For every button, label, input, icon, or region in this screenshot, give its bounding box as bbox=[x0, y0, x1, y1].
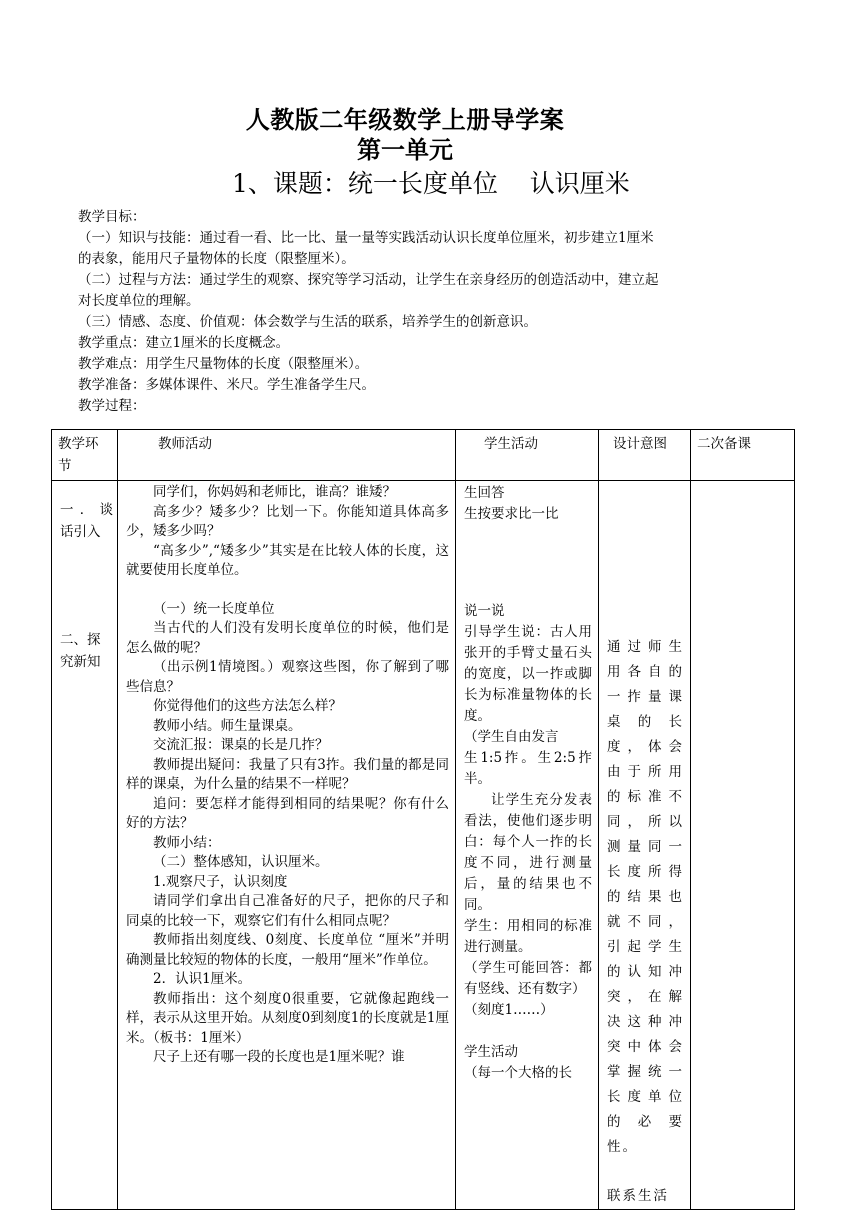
teacher-paragraph: 追问：要怎样才能得到相同的结果呢？你有什么好的方法？ bbox=[126, 795, 449, 831]
stage-intro: 一．谈话引入 bbox=[60, 502, 113, 540]
table-header-row bbox=[52, 430, 795, 481]
header-backup: 二次备课 bbox=[691, 430, 795, 481]
unit-title: 第一单元 bbox=[357, 135, 453, 164]
student-paragraph: 引导学生说：古人用张开的手臂丈量石头的宽度，以一拃或脚长为标准量物体的长度。 bbox=[464, 624, 592, 724]
stage-cell bbox=[52, 481, 118, 1210]
student-paragraph: 让学生充分发表看法，使他们逐步明白：每个人一拃的长度不同，进行测量后，量的结果也不同。 bbox=[464, 792, 592, 913]
teacher-paragraph: （二）整体感知，认识厘米。 bbox=[153, 854, 329, 870]
teacher-paragraph: 请同学们拿出自己准备好的尺子，把你的尺子和同桌的比较一下，观察它们有什么相同点呢？ bbox=[126, 893, 449, 929]
design-intent-cell bbox=[599, 481, 691, 1210]
objective-line: （三）情感、态度、价值观：体会数学与生活的联系，培养学生的创新意识。 bbox=[78, 314, 537, 330]
teacher-paragraph: 教师指出：这个刻度0很重要，它就像起跑线一样，表示从这里开始。从刻度0到刻度1的长度就是1厘米。（板书：1厘米） bbox=[126, 990, 449, 1046]
student-activity-cell bbox=[456, 481, 599, 1210]
student-paragraph: （学生自由发言 bbox=[464, 729, 559, 745]
objective-line: （一）知识与技能：通过看一看、比一比、量一量等实践活动认识长度单位厘米，初步建立1厘米 bbox=[78, 230, 654, 246]
teacher-paragraph: 教师小结： bbox=[153, 834, 221, 851]
student-paragraph: （学生可能回答：都有竖线、还有数字） bbox=[464, 960, 592, 997]
teacher-paragraph: （一）统一长度单位 bbox=[153, 600, 275, 617]
teacher-activity-cell bbox=[118, 481, 456, 1210]
teacher-paragraph: 尺子上还有哪一段的长度也是1厘米呢？谁 bbox=[153, 1049, 405, 1065]
process-heading: 教学过程： bbox=[78, 398, 146, 414]
student-paragraph: （每一个大格的长 bbox=[464, 1065, 572, 1081]
objective-line: 对长度单位的理解。 bbox=[78, 293, 200, 309]
teacher-paragraph: （出示例1情境图。）观察这些图，你了解到了哪些信息？ bbox=[126, 659, 449, 695]
student-paragraph: 生按要求比一比 bbox=[464, 506, 559, 522]
student-paragraph: 生1:5拃。生2:5拃半。 bbox=[464, 750, 592, 787]
header-student: 学生活动 bbox=[456, 430, 599, 481]
header-design: 设计意图 bbox=[599, 430, 691, 481]
student-paragraph: 学生：用相同的标准进行测量。 bbox=[464, 918, 592, 955]
table-row bbox=[52, 481, 795, 1210]
key-point: 教学重点：建立1厘米的长度概念。 bbox=[78, 335, 290, 351]
objective-line: 的表象，能用尺子量物体的长度（限整厘米）。 bbox=[78, 251, 355, 267]
teacher-paragraph: 教师小结。师生量课桌。 bbox=[153, 717, 302, 734]
teacher-paragraph: “高多少”,“矮多少”其实是在比较人体的长度，这就要使用长度单位。 bbox=[126, 542, 449, 578]
teacher-paragraph: 教师指出刻度线、0刻度、长度单位 “厘米”并明确测量比较短的物体的长度，一般用“厘米”作单位。 bbox=[126, 932, 449, 968]
teacher-paragraph: 1.观察尺子，认识刻度 bbox=[153, 873, 288, 890]
stage-explore: 二、探究新知 bbox=[60, 632, 101, 670]
teacher-paragraph: 教师提出疑问：我量了只有3拃。我们量的都是同样的课桌，为什么量的结果不一样呢？ bbox=[126, 756, 449, 792]
objectives-heading: 教学目标： bbox=[78, 209, 146, 225]
design-paragraph: 通过师生用各自的一拃量课桌的长度，体会由于所用的标准不同，所以测量同一长度所得的结果也就不同，引起学生的认知冲突，在解决这种冲突中体会掌握统一长度单位的必要性。 bbox=[607, 639, 684, 1155]
student-paragraph: 学生活动 bbox=[464, 1044, 518, 1060]
design-paragraph: 联系生活 bbox=[607, 1188, 669, 1204]
difficult-point: 教学难点：用学生尺量物体的长度（限整厘米）。 bbox=[78, 356, 369, 372]
teacher-paragraph: 高多少？矮多少？比划一下。你能知道具体高多少，矮多少吗？ bbox=[126, 503, 449, 539]
lesson-plan-table bbox=[51, 429, 795, 1210]
teacher-paragraph: 同学们，你妈妈和老师比，谁高？谁矮？ bbox=[153, 484, 396, 500]
teacher-paragraph: 2．认识1厘米。 bbox=[153, 971, 252, 987]
teacher-paragraph: 你觉得他们的这些方法怎么样？ bbox=[153, 698, 342, 714]
student-paragraph: （刻度1……） bbox=[464, 1002, 554, 1018]
teacher-paragraph: 交流汇报：课桌的长是几拃？ bbox=[153, 737, 329, 753]
objective-line: （二）过程与方法：通过学生的观察、探究等学习活动，让学生在亲身经历的创造活动中，建立起 bbox=[78, 272, 659, 288]
header-teacher: 教师活动 bbox=[118, 430, 456, 481]
backup-cell bbox=[691, 481, 795, 1210]
header-stage: 教学环节 bbox=[52, 430, 118, 481]
student-paragraph: 生回答 bbox=[464, 485, 505, 501]
teacher-paragraph: 当古代的人们没有发明长度单位的时候，他们是怎么做的呢？ bbox=[126, 620, 449, 656]
objectives-section bbox=[78, 207, 738, 417]
lesson-title: 1、课题：统一长度单位 认识厘米 bbox=[232, 169, 630, 198]
document-title: 人教版二年级数学上册导学案 bbox=[245, 105, 565, 134]
student-paragraph: 说一说 bbox=[464, 603, 505, 619]
preparation: 教学准备：多媒体课件、米尺。学生准备学生尺。 bbox=[78, 377, 375, 393]
